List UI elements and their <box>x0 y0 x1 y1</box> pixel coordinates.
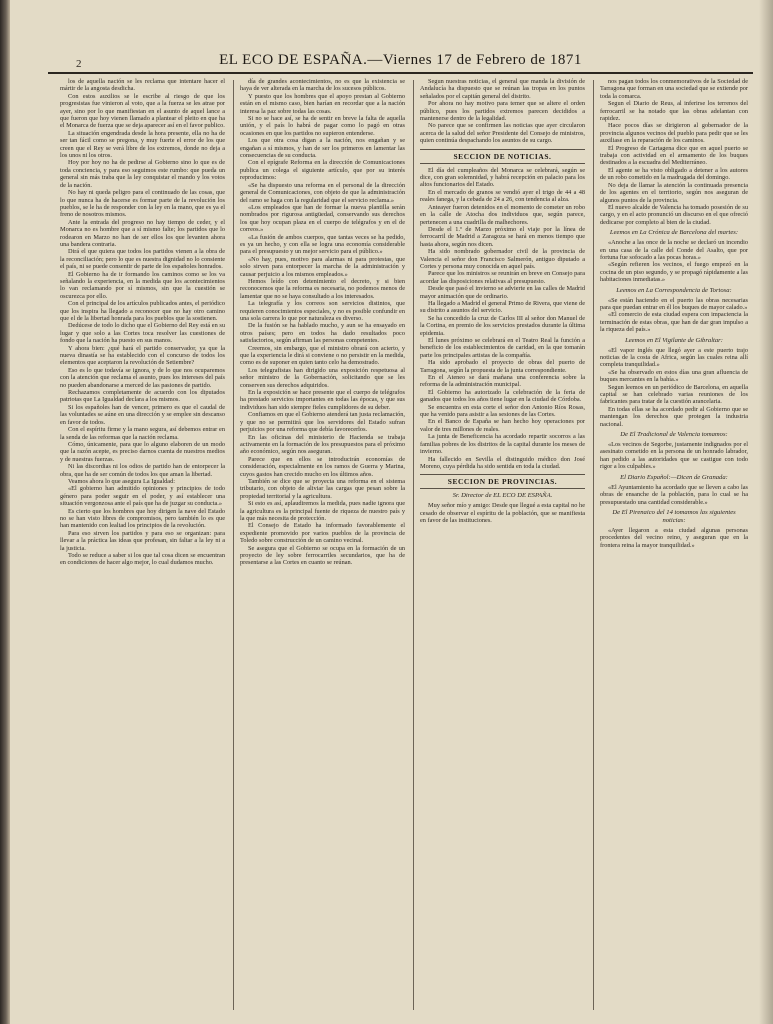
article-paragraph: Es cierto que los hombres que hoy dirigen la nave del Estado no se han visto libres de compromisos, pero también lo es que han mantenido con lealtad los principios de la revolución. <box>60 507 225 530</box>
subheading: Sr. Director de EL ECO DE ESPAÑA. <box>452 492 553 500</box>
article-paragraph: Rechazamos completamente de acuerdo con los diputados patriotas que La Igualdad declara a los mismos. <box>60 389 225 404</box>
article-paragraph: Los que otra cosa digan a la nación, nos engañan y se engañan a sí mismos, y han de ser los primeros en lamentar las consecuencias de su conducta. <box>240 137 405 160</box>
article-paragraph: En las oficinas del ministerio de Hacienda se trabaja activamente en la formación de los presupuestos para el próximo año económico, según nos aseguran. <box>240 433 405 456</box>
article-paragraph: Si esto es así, aplaudiremos la medida, pues nadie ignora que la agricultura es la principal fuente de riqueza de nuestro país y la que más necesita de protección. <box>240 500 405 522</box>
article-paragraph: «No hay, pues, motivo para alarmas ni para protestas, que solo sirven para entorpecer la marcha de la administración y causar perjuicio a los mismos empleados.» <box>240 255 405 278</box>
article-paragraph: «Según refieren los vecinos, el fuego empezó en la cocina de un piso segundo, y se propagó rápidamente a las habitaciones inmediatas.» <box>600 261 748 284</box>
subheading: Leemos en La Correspondencia de Tortosa: <box>616 286 732 294</box>
article-paragraph: nos pagan todos los conmemorativos de la Sociedad de Tarragona que forman en una sociedad que se extiende por toda la comarca. <box>600 78 748 100</box>
article-paragraph: Ha llegado a Madrid el general Primo de Rivera, que viene de su distrito a asuntos del servicio. <box>420 299 585 315</box>
article-paragraph: No hay ni queda peligro para el continuado de las cosas, que lo que nunca ha de hacerse es formar parte de la revolución los pueblos, se le ha de responder con la ley en la mano, que es ya el freno de nosotros mismos. <box>60 189 225 219</box>
article-paragraph: Segun leemos en un periódico de Barcelona, en aquella capital se han celebrado varias reuniones de los fabricantes para tratar de la cuestión arancelaria. <box>600 383 748 406</box>
article-paragraph: El Gobierno ha de ir formando los caminos como se los va señalando la experiencia, en la medida que los acontecimientos lo van reclamando por sí mismos, sin que la cuestión se oscurezca por ello. <box>60 270 225 300</box>
subheading: Leemos en La Crónica de Barcelona del martes: <box>609 229 739 237</box>
article-paragraph: Cómo, únicamente, para que lo alguno elaboren de un modo que la razón acepte, es preciso darnos cuenta de nuestros medios y de nuestras fuerzas. <box>60 440 225 463</box>
article-paragraph: Si no se hace así, se ha de sentir en breve la falta de aquella unión, y el país lo habrá de pagar como lo pagó en otras ocasiones en que los partidos no supieron entenderse. <box>240 115 405 137</box>
article-paragraph: Y puesto que los hombres que el apoyo prestan al Gobierno están en el mismo caso, bien harían en recordar que a la nación interesa la paz sobre todas las cosas. <box>240 92 405 115</box>
subheading: Leemos en El Vigilante de Gibraltar: <box>625 336 723 344</box>
subheading: De El Tradicional de Valencia tomamos: <box>620 431 728 439</box>
article-paragraph: Hace pocos días se dirigieron al gobernador de la provincia algunos vecinos del pueblo para pedir que se les auxiliase en la reparación de los caminos. <box>600 122 748 145</box>
article-paragraph: Para eso sirven los partidos y para eso se organizan: para llevar a la práctica las ideas que profesan, sin faltar a la ley ni a la justicia. <box>60 529 225 552</box>
section-heading: SECCION DE PROVINCIAS. <box>420 474 585 489</box>
article-paragraph: «El comercio de esta ciudad espera con impaciencia la terminación de estas obras, que han de dar gran impulso a la riqueza del país.» <box>600 311 748 334</box>
column-separator <box>593 80 594 1010</box>
article-paragraph: La junta de Beneficencia ha acordado repartir socorros a las familias pobres de los distritos de la capital durante los meses de invierno. <box>420 433 585 456</box>
article-paragraph: «Anoche a las once de la noche se declaró un incendio en una casa de la calle del Conde del Asalto, que por fortuna fue sofocado a las pocas horas.» <box>600 239 748 261</box>
article-paragraph: Ha fallecido en Sevilla el distinguido médico don José Moreno, cuya pérdida ha sido sentida en toda la ciudad. <box>420 455 585 470</box>
article-paragraph: Segun nuestras noticias, el general que manda la división de Andalucía ha dispuesto que se reúnan las tropas en los puntos señalados por el capitán general del distrito. <box>420 78 585 100</box>
column-separator <box>413 80 414 1010</box>
article-paragraph: El Progreso de Cartagena dice que en aquel puerto se trabaja con actividad en el armamento de los buques destinados a la escuadra del Mediterráneo. <box>600 144 748 167</box>
article-paragraph: Se encuentra en esta corte el señor don Antonio Ríos Rosas, que ha venido para asistir a las sesiones de las Cortes. <box>420 403 585 419</box>
article-paragraph: Dirá el que quiera que todos los partidos vienen a la obra de la reconciliación; pero lo que es nuestra dignidad no lo consiente el país, ni se puede consentir de parte de los españoles honrados. <box>60 248 225 271</box>
article-paragraph: «Los vecinos de Segorbe, justamente indignados por el asesinato cometido en la persona de un honrado labrador, han pedido a las autoridades que se castigue con todo rigor a los culpables.» <box>600 441 748 471</box>
column-1 <box>60 78 225 1013</box>
article-paragraph: De la fusión se ha hablado mucho, y aun se ha ensayado en otros países; pero en todos ha dado resultados poco satisfactorios, según afirman las personas competentes. <box>240 322 405 345</box>
article-paragraph: Hemos leído con detenimiento el decreto, y si bien reconocemos que la reforma es necesaria, no podemos menos de lamentar que no se haya consultado a los interesados. <box>240 277 405 300</box>
article-paragraph: Con estos auxilios se le escribe al riesgo de que los progresistas fue vinieron al voto, que a la fuerza se les atrae por ayer, sino por lo que manifiestan en el asunto de aquel lance a que fueron que hoy vienen llamado a plantear el pleito en que ha el Monarca de fuerza que se deja aparecer así en el favor publico. <box>60 92 225 130</box>
article-paragraph: «Los empleados que han de formar la nueva plantilla serán nombrados por rigurosa antigüedad, conservando sus derechos los que hoy ocupan plaza en el cuerpo de telégrafos y en el de correos.» <box>240 203 405 234</box>
article-paragraph: En la exposición se hace presente que el cuerpo de telégrafos ha prestado servicios importantes en todas las épocas, y que sus individuos han sido siempre fieles cumplidores de su deber. <box>240 389 405 411</box>
article-paragraph: El agente se ha visto obligado a detener a los autores de un robo cometido en la madrugada del domingo. <box>600 166 748 182</box>
column-separator <box>233 80 234 1010</box>
article-paragraph: Los telegrafistas han dirigido una exposición respetuosa al señor ministro de la Gobernación, solicitando que se les conserven sus derechos adquiridos. <box>240 366 405 389</box>
article-paragraph: Segun el Diario de Reus, al inferirse los terrenos del ferrocarril se ha notado que las obras adelantan con rapidez. <box>600 100 748 123</box>
column-2 <box>240 78 405 1013</box>
article-paragraph: «Se ha observado en estos días una gran afluencia de buques mercantes en la bahía.» <box>600 368 748 384</box>
binding-edge <box>0 0 10 1024</box>
article-paragraph: Anteayer fueron detenidos en el momento de cometer un robo en la calle de Atocha dos individuos que, según parece, pertenecen a una cuadrilla de malhechores. <box>420 203 585 226</box>
subheading: De El Pirenaico del 14 tomamos las siguientes noticias: <box>612 508 736 524</box>
masthead: EL ECO DE ESPAÑA.—Viernes 17 de Febrero de 1871 <box>219 52 582 68</box>
article-paragraph: El Consejo de Estado ha informado favorablemente el expediente promovido por varios pueblos de la provincia de Toledo sobre construcción de un camino vecinal. <box>240 522 405 545</box>
article-paragraph: En el Banco de España se han hecho hoy operaciones por valor de tres millones de reales. <box>420 418 585 433</box>
page-shadow <box>759 0 773 1024</box>
article-paragraph: Ha sido aprobado el proyecto de obras del puerto de Tarragona, según la propuesta de la junta correspondiente. <box>420 359 585 374</box>
article-paragraph: Y ahora bien: ¿qué hará el partido conservador, ya que la nueva dinastía se ha establecido con el concurso de todos los elementos que aceptaron la revolución de Setiembre? <box>60 344 225 367</box>
article-paragraph: Creemos, sin embargo, que el ministro obrará con acierto, y que la experiencia le dirá si conviene o no persistir en la medida, como es de suponer en quien tanto celo ha demostrado. <box>240 344 405 367</box>
article-paragraph: Dedúcese de todo lo dicho que el Gobierno del Rey está en su lugar y que solo a las Cortes toca resolver las cuestiones de fondo que la nación ha puesto en sus manos. <box>60 322 225 345</box>
article-paragraph: Desde el 1.º de Marzo próximo el viaje por la línea de ferrocarril de Madrid a Zaragoza se hará en menos tiempo que hasta ahora, según nos dicen. <box>420 225 585 248</box>
article-paragraph: La telegrafía y los correos son servicios distintos, que requieren conocimientos especiales, y no es posible confundir en una sola carrera lo que por naturaleza es diverso. <box>240 300 405 322</box>
article-paragraph: Ni las discordias ni los odios de partido han de entorpecer la obra, que ha de ser común de todos los que aman la libertad. <box>60 463 225 478</box>
article-paragraph: Eso es lo que todavía se ignora, y de lo que nos ocuparemos con la atención que reclama el asunto, pues los intereses del país no pueden abandonarse a merced de las pasiones de partido. <box>60 366 225 389</box>
article-paragraph: Si los españoles han de vencer, primero es que el caudal de las voluntades se aúne en una dirección y se emplee sin descanso en favor de todos. <box>60 403 225 426</box>
article-paragraph: «La fusión de ambos cuerpos, que tantas veces se ha pedido, es ya un hecho, y con ella se logra una economía considerable para el presupuesto y un mejor servicio para el público.» <box>240 233 405 256</box>
article-paragraph: Por ahora no hay motivo para temer que se altere el orden público, pues los partidos extremos parecen decididos a mantenerse dentro de la legalidad. <box>420 100 585 123</box>
article-paragraph: «Se están haciendo en el puerto las obras necesarias para que puedan entrar en él los buques de mayor calado.» <box>600 296 748 311</box>
article-paragraph: El día del cumpleaños del Monarca se celebrará, según se dice, con gran solemnidad, y habrá recepción en palacio para los altos funcionarios del Estado. <box>420 166 585 189</box>
article-paragraph: También se dice que se proyecta una reforma en el sistema tributario, con objeto de aliviar las cargas que pesan sobre la propiedad territorial y la agricultura. <box>240 477 405 500</box>
article-paragraph: Parece que en ellos se introducirán economías de consideración, especialmente en los ramos de Guerra y Marina, cuyos gastos han crecido mucho en los últimos años. <box>240 455 405 478</box>
article-paragraph: No parece que se confirmen las noticias que ayer circularon acerca de la salud del señor Presidente del Consejo de ministros, quien continúa despachando los asuntos de su cargo. <box>420 122 585 145</box>
article-paragraph: Desde que pasó el invierno se advierte en las calles de Madrid mayor animación que de ordinario. <box>420 285 585 300</box>
article-paragraph: Ante la entrada del progreso no hay tiempo de ceder, y el Monarca no es hombre que a sí mismo falte; los partidos que lo rodearon en Marzo no han de ser ellos los que levanten ahora una bandera contraria. <box>60 218 225 248</box>
article-paragraph: Con el epígrafe Reforma en la dirección de Comunicaciones publica un colega el siguiente artículo, que por su interés reproducimos: <box>240 159 405 182</box>
article-paragraph: «El vapor inglés que llegó ayer a este puerto trajo noticias de la costa de Africa, según las cuales reina allí completa tranquilidad.» <box>600 346 748 369</box>
article-paragraph: El nuevo alcalde de Valencia ha tomado posesión de su cargo, y en el acto pronunció un discurso en el que ofreció dedicarse por completo al bien de la ciudad. <box>600 203 748 226</box>
page-number: 2 <box>76 58 83 70</box>
page-header <box>48 52 753 74</box>
article-paragraph: Se asegura que el Gobierno se ocupa en la formación de un proyecto de ley sobre ferrocarriles secundarios, que ha de presentarse a las Cortes en cuanto se reúnan. <box>240 544 405 567</box>
article-paragraph: los de aquella nación se les reclama que intentare hacer el mártir de la angosta desdicha. <box>60 78 225 93</box>
article-paragraph: Todo se reduce a saber si los que tal cosa dicen se encuentran en condiciones de hacer algo mejor, lo cual dudamos mucho. <box>60 552 225 567</box>
article-paragraph: «El Ayuntamiento ha acordado que se lleven a cabo las obras de ensanche de la población, para lo cual se ha presupuestado una cantidad considerable.» <box>600 483 748 506</box>
article-paragraph: En el mercado de granos se vendió ayer el trigo de 44 a 48 reales fanega, y la cebada de 24 a 26, con tendencia al alza. <box>420 188 585 204</box>
article-paragraph: Ha sido nombrado gobernador civil de la provincia de Valencia el señor don Francisco Salmerón, antiguo diputado a Cortes y persona muy conocida en aquel país. <box>420 248 585 270</box>
article-paragraph: Se ha concedido la cruz de Carlos III al señor don Manuel de la Cortina, en premio de los servicios prestados durante la última epidemia. <box>420 314 585 337</box>
article-paragraph: Con el espíritu firme y la mano segura, así debemos entrar en la senda de las reformas que la nación reclama. <box>60 426 225 441</box>
article-paragraph: La situación engendrada desde la hora presente, ella no ha de ser tan fácil como se pregona, y muy fuerte el error de los que creen que el Rey se verá libre de los extremos, donde no deja a los unos ni los otros. <box>60 129 225 160</box>
column-4 <box>600 78 748 1013</box>
article-paragraph: En el Ateneo se dará mañana una conferencia sobre la reforma de la administración municipal. <box>420 374 585 389</box>
article-paragraph: Muy señor mío y amigo: Desde que llegué a esta capital no he cesado de observar el espíritu de la población, que se manifiesta en favor de las instituciones. <box>420 502 585 525</box>
article-paragraph: «Ayer llegaron a esta ciudad algunas personas procedentes del vecino reino, y aseguran que en la frontera reina la mayor tranquilidad.» <box>600 526 748 549</box>
article-paragraph: día de grandes acontecimientos, no es que la existencia se haya de ver alterada en la marcha de los sucesos públicos. <box>240 78 405 93</box>
article-paragraph: No deja de llamar la atención la continuada presencia de los agentes en el territorio, según nos aseguran de algunos puntos de la provincia. <box>600 181 748 204</box>
article-paragraph: Confiamos en que el Gobierno atenderá tan justa reclamación, y que no se permitirá que los servidores del Estado sufran perjuicios por una reforma que debía favorecerlos. <box>240 411 405 434</box>
column-3 <box>420 78 585 1013</box>
article-paragraph: «Se ha dispuesto una reforma en el personal de la dirección general de Comunicaciones, con objeto de que la administración del ramo se haga con la regularidad que el servicio reclama.» <box>240 181 405 204</box>
header-rule <box>48 72 753 74</box>
subheading: El Diario Español:—Dicen de Granada: <box>620 473 728 481</box>
article-paragraph: En todas ellas se ha acordado pedir al Gobierno que se mantengan los derechos que protegen la industria nacional. <box>600 405 748 428</box>
article-paragraph: Parece que los ministros se reunirán en breve en Consejo para acordar las disposiciones relativas al presupuesto. <box>420 270 585 285</box>
article-paragraph: «El gobierno han admitido opiniones y principios de todo género para poder seguir en el poder, y así establecer una situación vergonzosa ante el país que ha de juzgar su conducta.» <box>60 485 225 508</box>
article-paragraph: Veamos ahora lo que asegura La Igualdad: <box>68 477 176 485</box>
article-paragraph: Hoy por hoy no ha de pedirse al Gobierno sino lo que es de toda conciencia, y para eso seguimos este rumbo: que pueda un general sin más traba que la ley conquistar el mando y los votos de la nación. <box>60 159 225 189</box>
article-paragraph: El lunes próximo se celebrará en el Teatro Real la función a beneficio de los establecimientos de caridad, en la que tomarán parte los principales artistas de la compañía. <box>420 337 585 359</box>
article-paragraph: Con el principal de los artículos publicados antes, el periódico que los inspira ha llegado a reconocer que no hay otro camino que el de la libertad honrada para los pueblos que la sostienen. <box>60 300 225 322</box>
section-heading: SECCION DE NOTICIAS. <box>420 149 585 164</box>
article-paragraph: El Gobierno ha autorizado la celebración de la feria de ganados que todos los años tiene lugar en la ciudad de Córdoba. <box>420 388 585 404</box>
